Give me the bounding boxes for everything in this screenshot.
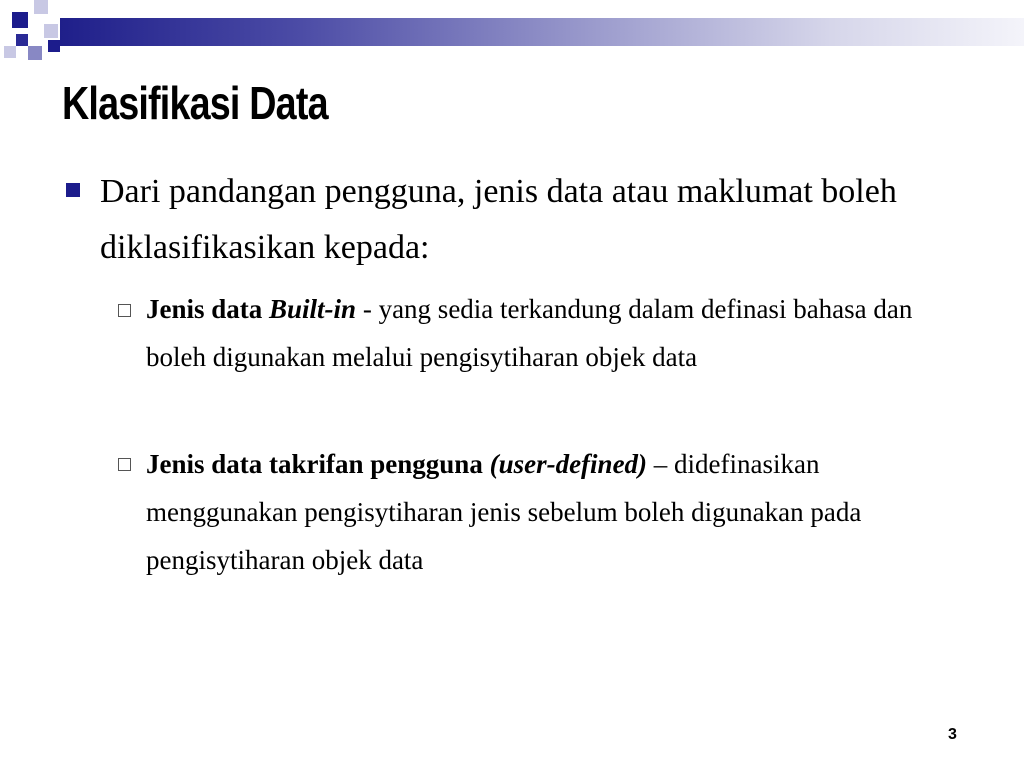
- subitem-separator: -: [356, 294, 379, 324]
- square-bullet-icon: [66, 183, 80, 197]
- page-number: 3: [948, 726, 957, 743]
- subitem-term: Jenis data takrifan pengguna: [146, 449, 483, 479]
- hollow-square-bullet-icon: [118, 458, 131, 471]
- subitem-term-italic: (user-defined): [489, 449, 648, 479]
- hollow-square-bullet-icon: [118, 304, 131, 317]
- subitem-builtin: [146, 285, 976, 381]
- header-gradient-bar: [60, 18, 1024, 46]
- deco-square-light-2: [44, 24, 58, 38]
- slide-title: Klasifikasi Data: [62, 77, 328, 129]
- deco-square-dark-2: [16, 34, 28, 46]
- deco-square-mid: [28, 46, 42, 60]
- subitem-user-defined: [146, 440, 976, 584]
- deco-square-light-3: [4, 46, 16, 58]
- deco-square-dark-1: [12, 12, 28, 28]
- main-bullet-text: Dari pandangan pengguna, jenis data atau maklumat boleh diklasifikasikan kepada:: [100, 173, 897, 266]
- subitem-term-italic: Built-in: [269, 294, 357, 324]
- header-decoration: [0, 0, 1024, 70]
- subitem-separator: –: [647, 449, 675, 479]
- subitem-description: yang sedia terkandung dalam definasi bahasa dan boleh digunakan melalui pengisytiharan objek data: [146, 294, 913, 372]
- subitem-description: didefinasikan menggunakan pengisytiharan jenis sebelum boleh digunakan pada pengisytiharan objek data: [146, 449, 862, 575]
- deco-square-light-1: [34, 0, 48, 14]
- deco-square-dark-3: [48, 40, 60, 52]
- subitem-term: Jenis data: [146, 294, 263, 324]
